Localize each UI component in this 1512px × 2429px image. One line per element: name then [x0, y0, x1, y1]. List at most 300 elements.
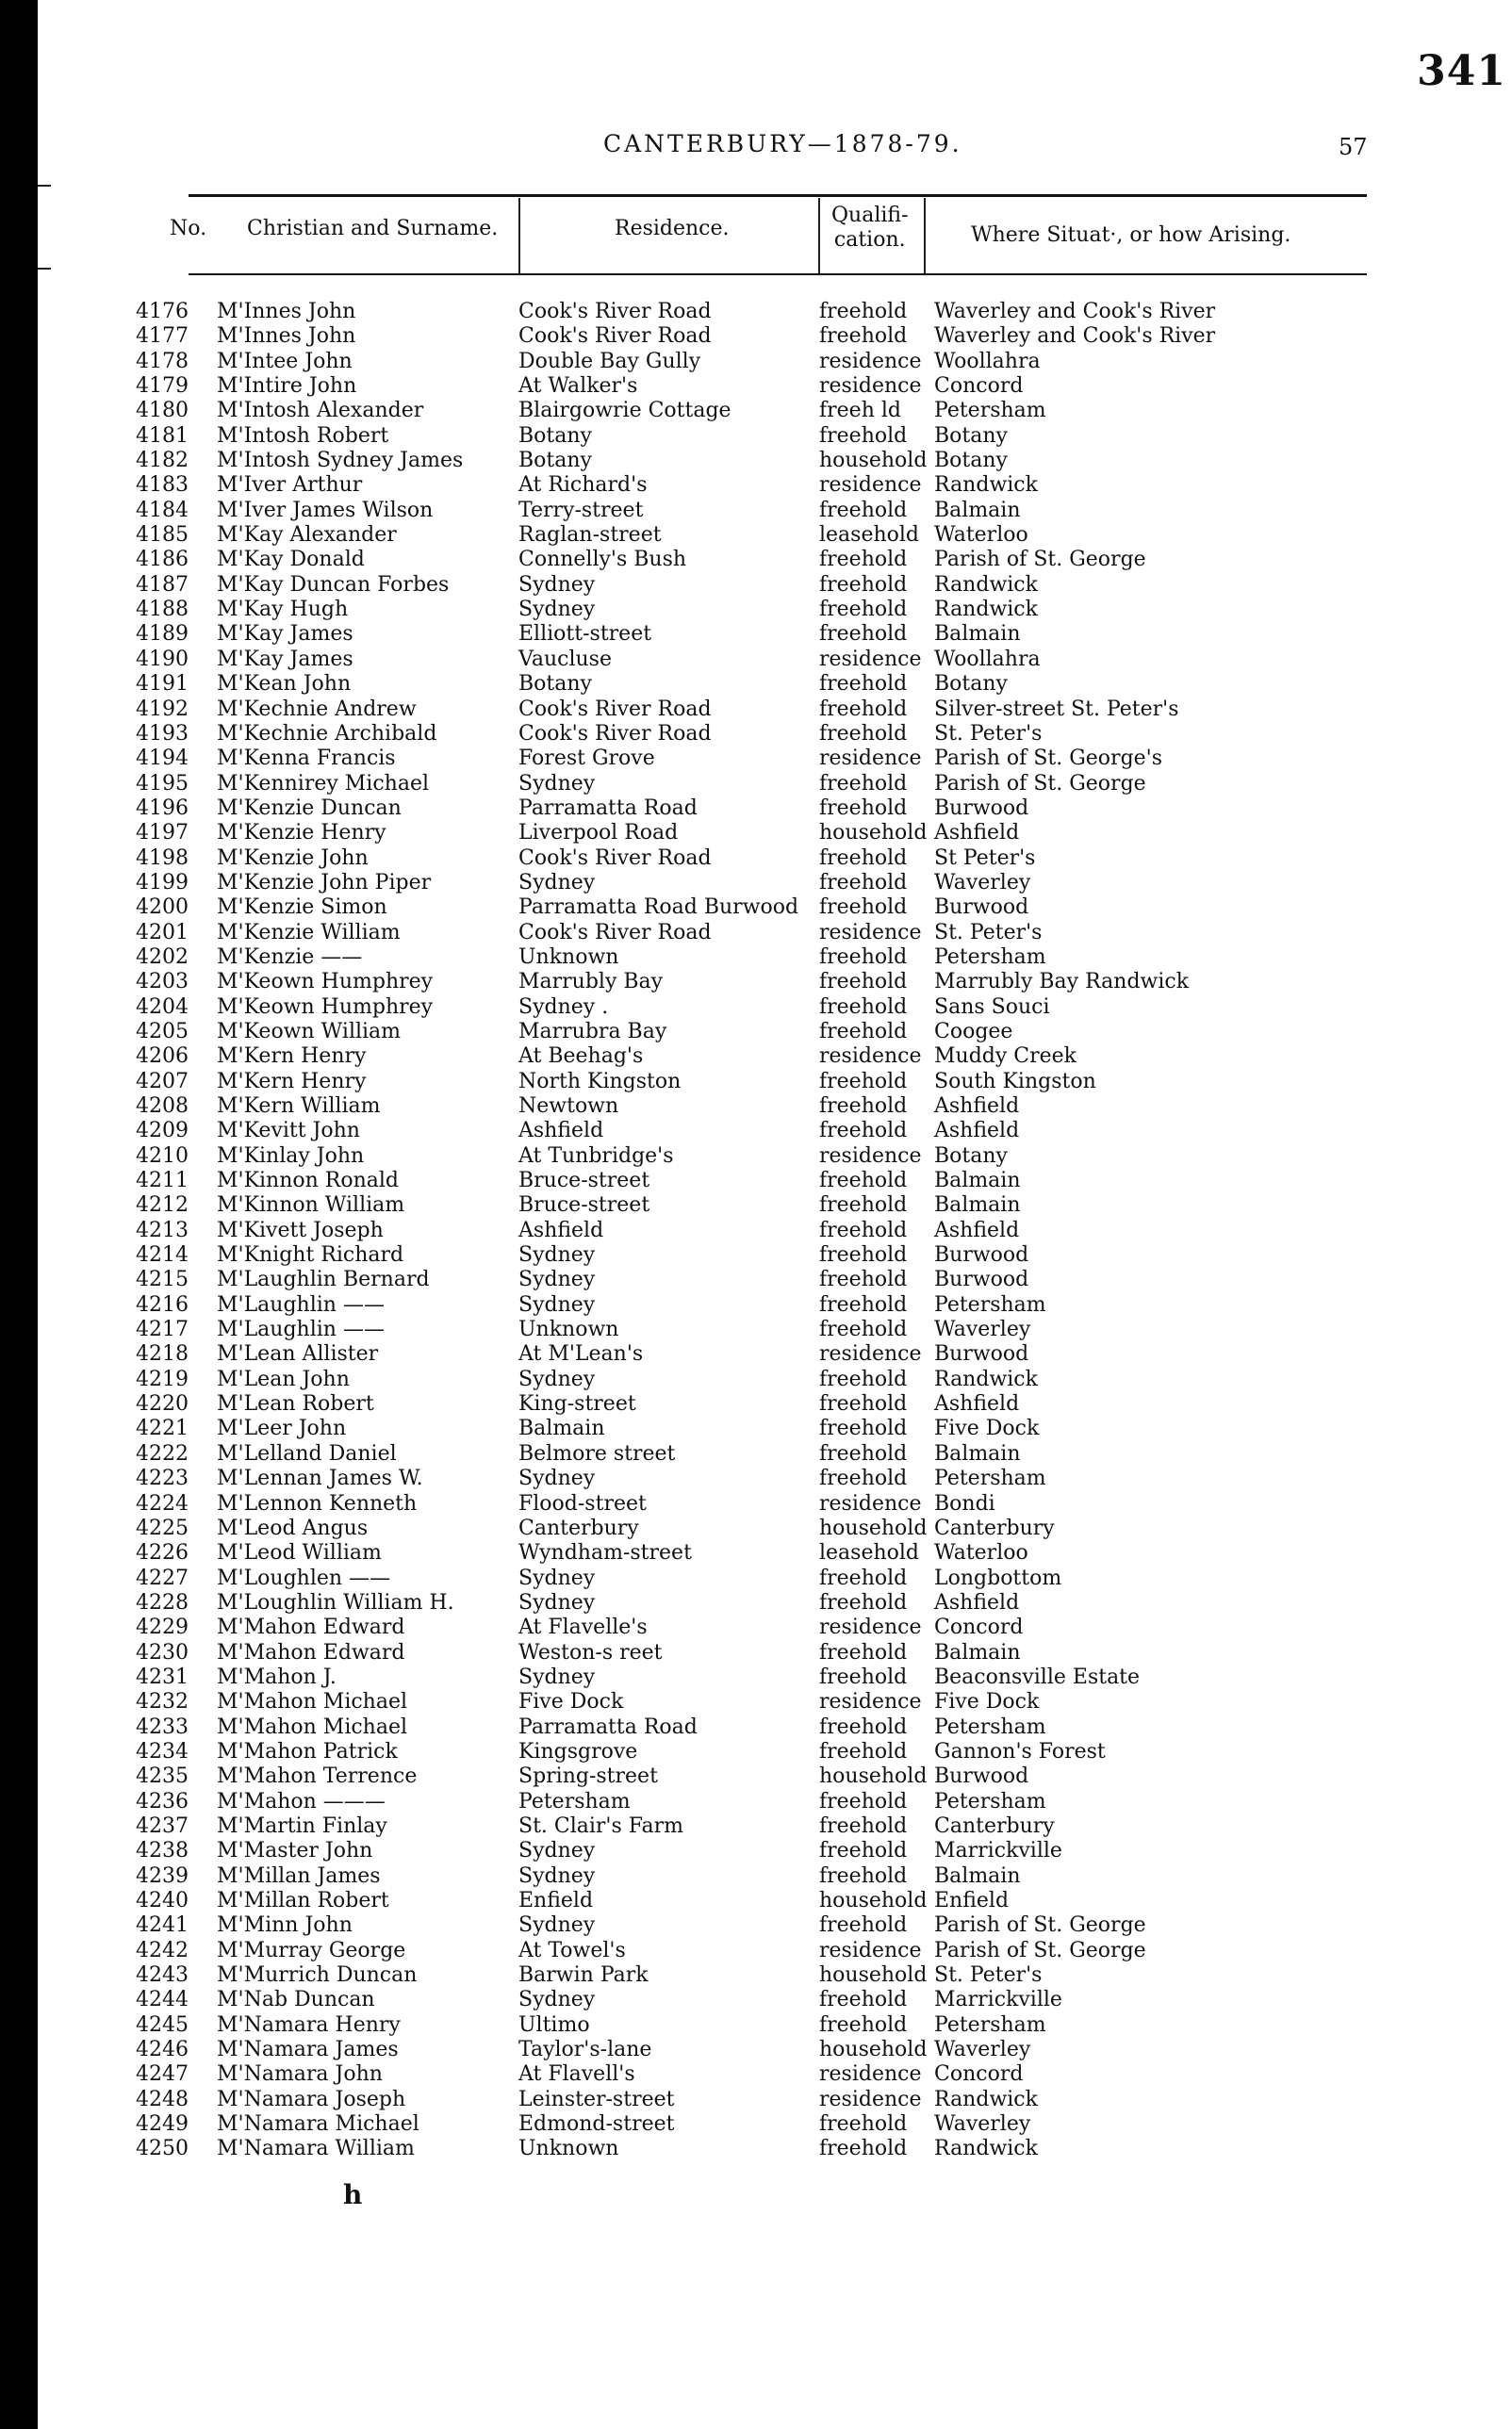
table-row — [38, 1318, 1512, 1342]
property-location: Burwood — [934, 1243, 1029, 1268]
elector-number: 4208 — [136, 1094, 189, 1118]
table-row — [38, 1193, 1512, 1218]
table-row — [38, 1020, 1512, 1044]
property-location: Canterbury — [934, 1516, 1055, 1540]
table-row — [38, 424, 1512, 449]
table-row — [38, 622, 1512, 647]
elector-number: 4189 — [136, 622, 189, 647]
elector-qualification: freehold — [819, 1640, 908, 1665]
property-location: Ashfield — [934, 1094, 1020, 1118]
elector-residence: Double Bay Gully — [518, 349, 701, 373]
elector-name: M'Lennan James W. — [217, 1467, 423, 1491]
elector-qualification: freehold — [819, 2112, 908, 2137]
property-location: St. Peter's — [934, 721, 1043, 746]
table-row — [38, 1094, 1512, 1119]
elector-qualification: freehold — [819, 970, 908, 994]
property-location: Waverley — [934, 2112, 1031, 2137]
elector-qualification: freehold — [819, 1863, 908, 1888]
elector-name: M'Kay James — [217, 622, 353, 647]
elector-name: M'Keown Humphrey — [217, 994, 434, 1019]
elector-name: M'Kenzie Duncan — [217, 796, 402, 820]
elector-qualification: leasehold — [819, 1541, 920, 1566]
column-divider — [518, 198, 520, 273]
elector-qualification: freehold — [819, 324, 908, 349]
elector-number: 4235 — [136, 1764, 189, 1789]
elector-qualification: freehold — [819, 994, 908, 1019]
elector-name: M'Namara William — [217, 2137, 415, 2161]
property-location: Ashfield — [934, 1590, 1020, 1615]
elector-number: 4203 — [136, 970, 189, 994]
elector-qualification: residence — [819, 920, 922, 944]
elector-name: M'Laughlin —— — [217, 1318, 385, 1342]
elector-number: 4233 — [136, 1715, 189, 1739]
elector-residence: Parramatta Road — [518, 796, 698, 820]
elector-number: 4229 — [136, 1616, 189, 1640]
property-location: Muddy Creek — [934, 1044, 1077, 1069]
table-row — [38, 573, 1512, 598]
table-row — [38, 399, 1512, 423]
elector-number: 4243 — [136, 1963, 189, 1988]
elector-name: M'Iver James Wilson — [217, 498, 434, 522]
elector-number: 4197 — [136, 821, 189, 845]
elector-residence: Enfield — [518, 1889, 594, 1912]
table-row — [38, 945, 1512, 970]
elector-qualification: freehold — [819, 1839, 908, 1863]
property-location: South Kingston — [934, 1069, 1096, 1093]
table-row — [38, 1666, 1512, 1690]
margin-mark — [38, 185, 51, 187]
elector-name: M'Martin Finlay — [217, 1814, 387, 1838]
property-location: Ashfield — [934, 1218, 1020, 1242]
elector-residence: Balmain — [518, 1417, 605, 1441]
elector-residence: Sydney . — [518, 994, 609, 1019]
table-row — [38, 1715, 1512, 1740]
elector-qualification: residence — [819, 2062, 922, 2087]
elector-residence: Ashfield — [518, 1119, 604, 1143]
property-location: Randwick — [934, 1367, 1038, 1391]
elector-name: M'Keown William — [217, 1019, 402, 1043]
table-row — [38, 2088, 1512, 2112]
elector-residence: Elliott-street — [518, 622, 652, 647]
elector-residence: Liverpool Road — [518, 821, 679, 845]
table-row — [38, 1889, 1512, 1913]
elector-residence: Vaucluse — [518, 647, 612, 671]
elector-number: 4182 — [136, 449, 189, 473]
elector-name: M'Mahon Terrence — [217, 1764, 418, 1789]
property-location: Woollahra — [934, 647, 1041, 671]
elector-residence: St. Clair's Farm — [518, 1814, 684, 1838]
elector-residence: Sydney — [518, 1268, 596, 1292]
elector-qualification: residence — [819, 747, 922, 771]
property-location: Parish of St. George — [934, 1913, 1146, 1938]
elector-qualification: freehold — [819, 697, 908, 721]
elector-qualification: residence — [819, 1616, 922, 1640]
elector-residence: Marrubly Bay — [518, 970, 664, 994]
elector-number: 4187 — [136, 572, 189, 597]
column-divider — [924, 198, 926, 273]
elector-number: 4211 — [136, 1169, 189, 1193]
property-location: Burwood — [934, 895, 1029, 920]
table-row — [38, 1567, 1512, 1591]
elector-number: 4222 — [136, 1441, 189, 1466]
elector-number: 4177 — [136, 324, 189, 349]
page-number: 341 — [1417, 47, 1506, 95]
property-location: Longbottom — [934, 1566, 1062, 1590]
elector-name: M'Innes John — [217, 324, 356, 349]
elector-qualification: freehold — [819, 1467, 908, 1491]
elector-qualification: residence — [819, 1491, 922, 1516]
elector-residence: Sydney — [518, 1367, 596, 1391]
elector-qualification: freehold — [819, 423, 908, 448]
elector-residence: Newtown — [518, 1094, 619, 1118]
elector-qualification: residence — [819, 1044, 922, 1069]
elector-number: 4183 — [136, 473, 189, 498]
elector-residence: Connelly's Bush — [518, 548, 687, 572]
elector-residence: Taylor's-lane — [518, 2038, 652, 2062]
property-location: Randwick — [934, 572, 1038, 597]
table-row — [38, 1641, 1512, 1666]
elector-number: 4213 — [136, 1218, 189, 1242]
elector-name: M'Mahon Michael — [217, 1690, 408, 1715]
elector-qualification: freehold — [819, 1169, 908, 1193]
table-row — [38, 796, 1512, 821]
property-location: Gannon's Forest — [934, 1739, 1106, 1764]
elector-residence: Five Dock — [518, 1690, 624, 1715]
table-row — [38, 473, 1512, 498]
elector-residence: Blairgowrie Cottage — [518, 399, 731, 423]
property-location: Randwick — [934, 598, 1038, 622]
property-location: Botany — [934, 423, 1008, 448]
elector-number: 4193 — [136, 721, 189, 746]
elector-residence: Bruce-street — [518, 1193, 650, 1218]
property-location: Waverley — [934, 870, 1031, 894]
elector-residence: Botany — [518, 423, 592, 448]
elector-name: M'Intire John — [217, 374, 357, 399]
table-row — [38, 350, 1512, 374]
elector-qualification: freeh ld — [819, 399, 901, 423]
elector-qualification: freehold — [819, 1441, 908, 1466]
elector-number: 4186 — [136, 548, 189, 572]
elector-name: M'Kenzie Henry — [217, 821, 386, 845]
property-location: Parish of St. George — [934, 1938, 1146, 1962]
elector-qualification: freehold — [819, 548, 908, 572]
elector-name: M'Kern Henry — [217, 1069, 367, 1093]
elector-qualification: residence — [819, 1690, 922, 1715]
table-row — [38, 672, 1512, 697]
elector-qualification: residence — [819, 374, 922, 399]
elector-residence: Sydney — [518, 771, 596, 796]
table-row — [38, 523, 1512, 548]
elector-residence: Sydney — [518, 572, 596, 597]
elector-name: M'Innes John — [217, 300, 356, 323]
table-row — [38, 2062, 1512, 2087]
elector-number: 4207 — [136, 1069, 189, 1093]
elector-number: 4198 — [136, 845, 189, 870]
elector-residence: Sydney — [518, 1988, 596, 2012]
elector-name: M'Kern Henry — [217, 1044, 367, 1069]
table-row — [38, 598, 1512, 622]
elector-name: M'Kivett Joseph — [217, 1218, 384, 1242]
elector-number: 4224 — [136, 1491, 189, 1516]
elector-residence: Parramatta Road — [518, 1715, 698, 1739]
elector-residence: Sydney — [518, 1913, 596, 1938]
elector-qualification: freehold — [819, 870, 908, 894]
property-location: Five Dock — [934, 1690, 1040, 1715]
elector-qualification: freehold — [819, 2137, 908, 2161]
elector-number: 4206 — [136, 1044, 189, 1069]
elector-name: M'Laughlin —— — [217, 1292, 385, 1317]
property-location: Balmain — [934, 1441, 1021, 1466]
elector-number: 4181 — [136, 423, 189, 448]
property-location: Marrickville — [934, 1839, 1062, 1863]
table-row — [38, 324, 1512, 349]
table-row — [38, 846, 1512, 871]
elector-name: M'Kenna Francis — [217, 747, 396, 771]
elector-qualification: freehold — [819, 1094, 908, 1118]
elector-qualification: freehold — [819, 944, 908, 969]
table-row — [38, 548, 1512, 572]
elector-number: 4217 — [136, 1318, 189, 1342]
elector-residence: Marrubra Bay — [518, 1019, 667, 1043]
elector-number: 4218 — [136, 1342, 189, 1367]
elector-qualification: residence — [819, 1938, 922, 1962]
property-location: Coogee — [934, 1019, 1013, 1043]
property-location: Ashfield — [934, 821, 1020, 845]
elector-qualification: freehold — [819, 1739, 908, 1764]
elector-name: M'Kechnie Andrew — [217, 697, 417, 721]
table-row — [38, 1963, 1512, 1988]
property-location: Marrubly Bay Randwick — [934, 970, 1190, 994]
table-row — [38, 1219, 1512, 1243]
table-row — [38, 1342, 1512, 1367]
elector-number: 4248 — [136, 2087, 189, 2111]
elector-qualification: freehold — [819, 845, 908, 870]
elector-name: M'Lean Robert — [217, 1392, 374, 1417]
table-row — [38, 1169, 1512, 1193]
table-row — [38, 1864, 1512, 1889]
table-row — [38, 1119, 1512, 1143]
table-row — [38, 1293, 1512, 1318]
property-location: Randwick — [934, 2137, 1038, 2161]
property-location: Concord — [934, 2062, 1024, 2087]
elector-number: 4209 — [136, 1119, 189, 1143]
elector-name: M'Kinnon William — [217, 1193, 405, 1218]
table-row — [38, 1144, 1512, 1169]
column-header-qualification: Qualifi- cation. — [831, 204, 909, 252]
table-row — [38, 1070, 1512, 1094]
elector-name: M'Intosh Alexander — [217, 399, 424, 423]
property-location: Woollahra — [934, 349, 1041, 373]
elector-qualification: freehold — [819, 1367, 908, 1391]
elector-qualification: freehold — [819, 1119, 908, 1143]
elector-name: M'Minn John — [217, 1913, 353, 1938]
running-head: CANTERBURY—1878-79. — [603, 130, 962, 157]
header-bottom-rule — [189, 273, 1367, 275]
elector-qualification: freehold — [819, 672, 908, 697]
table-row — [38, 449, 1512, 473]
property-location: Petersham — [934, 2012, 1046, 2037]
property-location: Canterbury — [934, 1814, 1055, 1838]
elector-qualification: freehold — [819, 1417, 908, 1441]
elector-residence: Sydney — [518, 1467, 596, 1491]
elector-qualification: residence — [819, 349, 922, 373]
elector-number: 4228 — [136, 1590, 189, 1615]
elector-qualification: residence — [819, 473, 922, 498]
elector-number: 4225 — [136, 1516, 189, 1540]
elector-number: 4185 — [136, 523, 189, 548]
elector-name: M'Kay Duncan Forbes — [217, 572, 450, 597]
elector-name: M'Keown Humphrey — [217, 970, 434, 994]
property-location: Enfield — [934, 1889, 1010, 1912]
property-location: Balmain — [934, 1169, 1021, 1193]
elector-residence: Weston-s reet — [518, 1640, 663, 1665]
property-location: Petersham — [934, 944, 1046, 969]
elector-name: M'Kay Alexander — [217, 523, 397, 548]
elector-name: M'Knight Richard — [217, 1243, 404, 1268]
elector-residence: Canterbury — [518, 1516, 639, 1540]
property-location: St Peter's — [934, 845, 1036, 870]
elector-number: 4230 — [136, 1640, 189, 1665]
elector-residence: Raglan-street — [518, 523, 662, 548]
elector-qualification: household — [819, 1764, 928, 1789]
property-location: Ashfield — [934, 1392, 1020, 1417]
elector-name: M'Loughlin William H. — [217, 1590, 454, 1615]
elector-number: 4205 — [136, 1019, 189, 1043]
property-location: Waverley and Cook's River — [934, 324, 1216, 349]
elector-qualification: residence — [819, 1342, 922, 1367]
column-header-name: Christian and Surname. — [247, 217, 499, 240]
elector-qualification: freehold — [819, 1318, 908, 1342]
property-location: St. Peter's — [934, 1963, 1043, 1988]
elector-name: M'Lean John — [217, 1367, 350, 1391]
elector-number: 4250 — [136, 2137, 189, 2161]
elector-number: 4234 — [136, 1739, 189, 1764]
elector-number: 4237 — [136, 1814, 189, 1838]
elector-name: M'Nab Duncan — [217, 1988, 375, 2012]
elector-qualification: freehold — [819, 622, 908, 647]
elector-number: 4221 — [136, 1417, 189, 1441]
elector-residence: Barwin Park — [518, 1963, 649, 1988]
elector-name: M'Mahon Edward — [217, 1616, 405, 1640]
elector-qualification: freehold — [819, 572, 908, 597]
elector-qualification: household — [819, 1516, 928, 1540]
elector-number: 4232 — [136, 1690, 189, 1715]
property-location: Petersham — [934, 1292, 1046, 1317]
elector-list — [38, 300, 1512, 2162]
elector-residence: Sydney — [518, 1590, 596, 1615]
elector-residence: Petersham — [518, 1789, 631, 1814]
property-location: Botany — [934, 672, 1008, 697]
table-row — [38, 1939, 1512, 1963]
elector-name: M'Namara Henry — [217, 2012, 401, 2037]
elector-qualification: freehold — [819, 721, 908, 746]
property-location: Waverley — [934, 1318, 1031, 1342]
table-row — [38, 970, 1512, 994]
elector-residence: Cook's River Road — [518, 721, 712, 746]
table-row — [38, 1467, 1512, 1491]
property-location: Five Dock — [934, 1417, 1040, 1441]
table-row — [38, 1839, 1512, 1863]
elector-residence: Cook's River Road — [518, 300, 712, 323]
elector-residence: Flood-street — [518, 1491, 647, 1516]
elector-name: M'Kechnie Archibald — [217, 721, 437, 746]
table-row — [38, 1591, 1512, 1616]
elector-number: 4192 — [136, 697, 189, 721]
elector-residence: At Towel's — [518, 1938, 626, 1962]
elector-residence: Cook's River Road — [518, 697, 712, 721]
elector-name: M'Leod William — [217, 1541, 382, 1566]
elector-qualification: freehold — [819, 1019, 908, 1043]
elector-name: M'Kenzie William — [217, 920, 401, 944]
elector-name: M'Laughlin Bernard — [217, 1268, 430, 1292]
elector-residence: At Tunbridge's — [518, 1143, 674, 1168]
elector-residence: Sydney — [518, 1665, 596, 1689]
elector-number: 4190 — [136, 647, 189, 671]
table-row — [38, 300, 1512, 324]
property-location: Balmain — [934, 1640, 1021, 1665]
elector-number: 4236 — [136, 1789, 189, 1814]
elector-qualification: household — [819, 1889, 928, 1912]
elector-residence: Wyndham-street — [518, 1541, 692, 1566]
table-row — [38, 2112, 1512, 2137]
elector-name: M'Mahon Michael — [217, 1715, 408, 1739]
column-divider — [818, 198, 820, 273]
elector-number: 4212 — [136, 1193, 189, 1218]
property-location: Parish of St. George — [934, 548, 1146, 572]
table-row — [38, 2013, 1512, 2038]
elector-residence: Ashfield — [518, 1218, 604, 1242]
table-row — [38, 1044, 1512, 1069]
elector-residence: Parramatta Road Burwood — [518, 895, 799, 920]
elector-qualification: residence — [819, 2087, 922, 2111]
elector-qualification: freehold — [819, 895, 908, 920]
elector-number: 4247 — [136, 2062, 189, 2087]
elector-residence: At Flavell's — [518, 2062, 635, 2087]
elector-residence: Belmore street — [518, 1441, 676, 1466]
elector-residence: At Walker's — [518, 374, 638, 399]
property-location: Burwood — [934, 1268, 1029, 1292]
table-row — [38, 648, 1512, 672]
elector-name: M'Kay Donald — [217, 548, 365, 572]
table-row — [38, 1517, 1512, 1541]
elector-qualification: freehold — [819, 1665, 908, 1689]
elector-number: 4178 — [136, 349, 189, 373]
property-location: Sans Souci — [934, 994, 1050, 1019]
elector-number: 4188 — [136, 598, 189, 622]
elector-qualification: freehold — [819, 300, 908, 323]
margin-mark — [38, 268, 51, 270]
table-row — [38, 2137, 1512, 2161]
elector-name: M'Kevitt John — [217, 1119, 360, 1143]
property-location: Burwood — [934, 1342, 1029, 1367]
elector-qualification: freehold — [819, 796, 908, 820]
elector-residence: Sydney — [518, 598, 596, 622]
elector-residence: At Flavelle's — [518, 1616, 648, 1640]
table-row — [38, 499, 1512, 523]
table-row — [38, 1368, 1512, 1392]
table-row — [38, 1616, 1512, 1640]
property-location: Concord — [934, 1616, 1024, 1640]
elector-name: M'Kean John — [217, 672, 352, 697]
elector-qualification: freehold — [819, 1988, 908, 2012]
elector-qualification: residence — [819, 1143, 922, 1168]
elector-qualification: freehold — [819, 1715, 908, 1739]
elector-number: 4184 — [136, 498, 189, 522]
elector-number: 4191 — [136, 672, 189, 697]
elector-residence: At M'Lean's — [518, 1342, 644, 1367]
elector-number: 4196 — [136, 796, 189, 820]
elector-qualification: household — [819, 449, 928, 473]
